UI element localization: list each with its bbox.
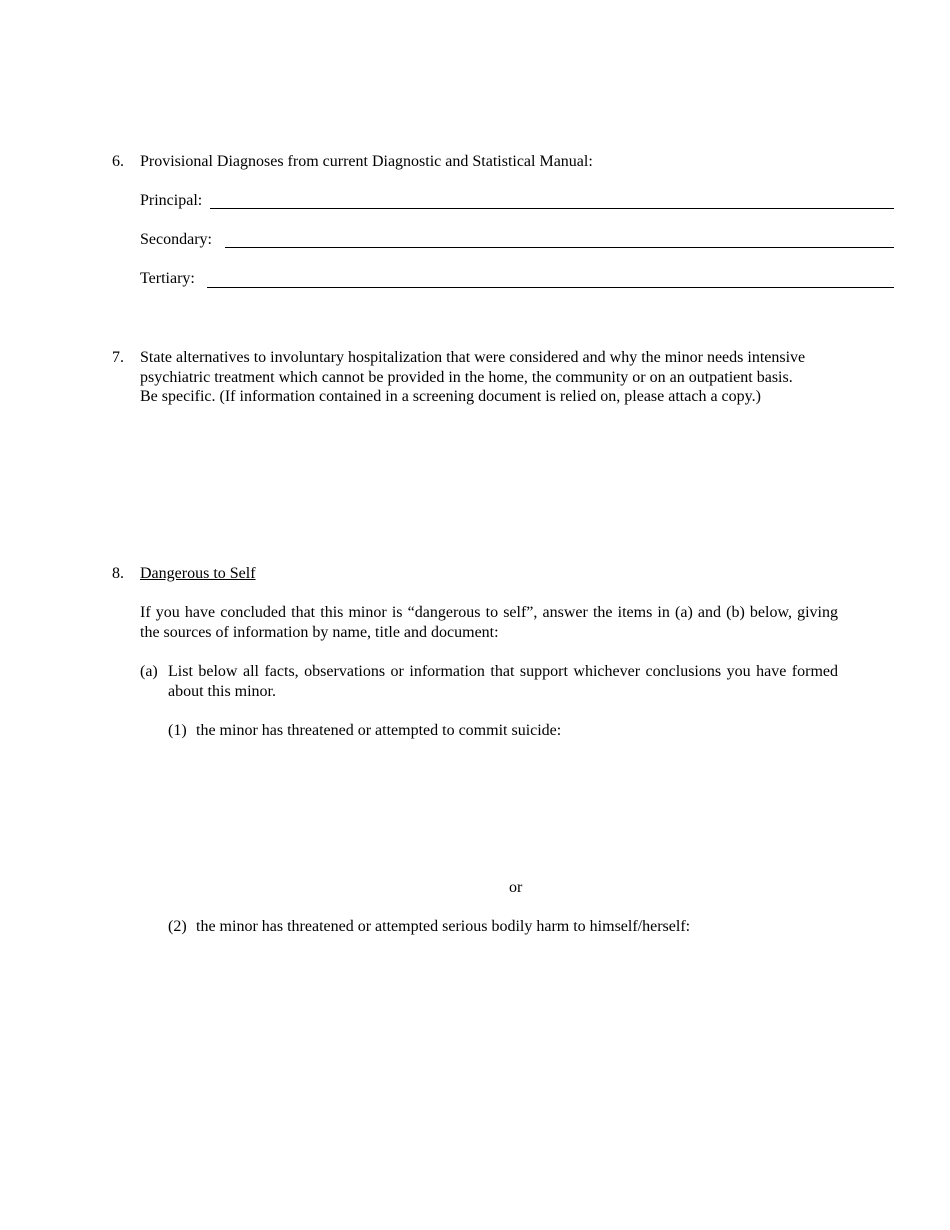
- q7-line-2: psychiatric treatment which cannot be provided in the home, the community or on an outpatient basis.: [140, 369, 793, 386]
- item1-label: (1): [168, 722, 187, 739]
- q8a-label: (a): [140, 663, 158, 680]
- secondary-label: Secondary:: [140, 231, 212, 248]
- q6-text: Provisional Diagnoses from current Diagnostic and Statistical Manual:: [140, 153, 593, 170]
- q8-heading: Dangerous to Self: [140, 565, 256, 582]
- q8a-text: List below all facts, observations or information that support whichever conclusions you have formed about this minor.: [168, 663, 838, 700]
- secondary-input[interactable]: [227, 228, 892, 246]
- principal-label: Principal:: [140, 192, 203, 209]
- tertiary-line: [207, 287, 894, 288]
- secondary-line: [225, 247, 894, 248]
- principal-line: [210, 208, 894, 209]
- or-text: or: [509, 879, 523, 896]
- item2-text: the minor has threatened or attempted serious bodily harm to himself/herself:: [196, 918, 691, 935]
- q7-line-1: State alternatives to involuntary hospitalization that were considered and why the minor needs intensive: [140, 349, 806, 366]
- item2-label: (2): [168, 918, 187, 935]
- item1-text: the minor has threatened or attempted to commit suicide:: [196, 722, 562, 739]
- q7-line-3: Be specific. (If information contained in a screening document is relied on, please attach a copy.): [140, 388, 761, 405]
- tertiary-label: Tertiary:: [140, 270, 195, 287]
- q8-number: 8.: [112, 565, 124, 582]
- tertiary-input[interactable]: [209, 268, 892, 286]
- principal-input[interactable]: [212, 189, 892, 207]
- q6-number: 6.: [112, 153, 124, 170]
- q8-intro: If you have concluded that this minor is “dangerous to self”, answer the items in (a) and (b) below, giving the sources of information by name, title and document:: [140, 604, 838, 641]
- q7-number: 7.: [112, 349, 124, 366]
